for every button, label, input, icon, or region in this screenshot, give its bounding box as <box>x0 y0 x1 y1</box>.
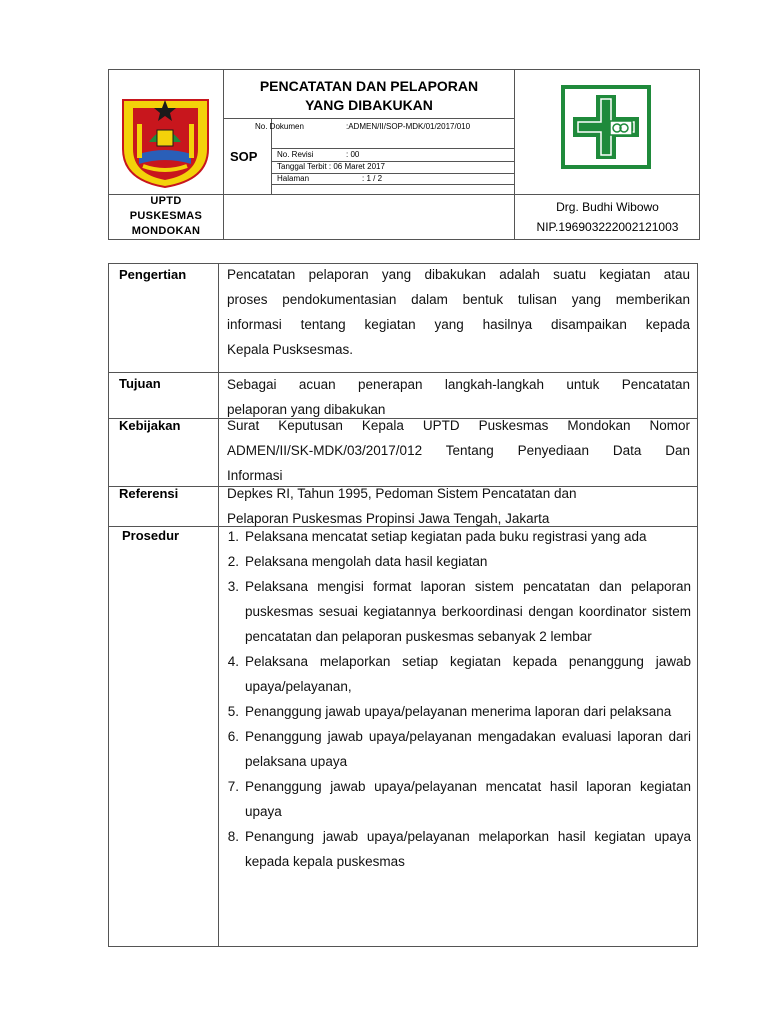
step-number: 5. <box>227 704 239 719</box>
regional-emblem-icon <box>119 94 212 190</box>
page-label: Halaman <box>277 174 310 183</box>
signer-name: Drg. Budhi Wibowo <box>556 200 659 214</box>
sop-title-line2: YANG DIBAKUKAN <box>305 97 433 113</box>
doc-no-label: No. Dokumen <box>255 122 304 131</box>
pengertian-label: Pengertian <box>119 267 187 282</box>
procedure-steps <box>227 524 691 874</box>
step-text: Penanggung jawab upaya/pelayanan mencatat hasil laporan kegiatan upaya <box>245 779 691 819</box>
text-line: Pencatatan pelaporan yang dibakukan adalah suatu kegiatan atau <box>227 267 690 282</box>
step-number: 3. <box>227 579 239 594</box>
text-line: Kepala Pusksesmas. <box>227 342 354 357</box>
revision-label: No. Revisi <box>277 150 314 159</box>
page-value: : 1 / 2 <box>362 174 383 183</box>
step-text: Pelaksana mengolah data hasil kegiatan <box>245 554 488 569</box>
referensi-label: Referensi <box>119 486 179 501</box>
doc-no-value: :ADMEN/II/SOP-MDK/01/2017/010 <box>346 122 471 131</box>
text-line: proses pendokumentasian dalam bentuk tulisan yang memberikan <box>227 292 690 307</box>
meta-divider <box>271 148 514 149</box>
tujuan-label: Tujuan <box>119 376 161 391</box>
sop-label: SOP <box>230 149 258 164</box>
step-number: 7. <box>227 779 239 794</box>
revision-value: : 00 <box>346 150 360 159</box>
procedure-step <box>227 774 691 824</box>
step-text: Pelaksana mencatat setiap kegiatan pada buku registrasi yang ada <box>245 529 647 544</box>
pengertian-content <box>227 262 690 362</box>
procedure-step <box>227 699 691 724</box>
signer-nip: NIP.196903222002121003 <box>536 220 679 234</box>
text-line: Depkes RI, Tahun 1995, Pedoman Sistem Pencatatan dan <box>227 486 577 501</box>
step-number: 6. <box>227 729 239 744</box>
step-number: 2. <box>227 554 239 569</box>
text-line: Sebagai acuan penerapan langkah-langkah untuk Pencatatan <box>227 377 690 392</box>
kebijakan-content <box>227 413 690 488</box>
publish-date: Tanggal Terbit : 06 Maret 2017 <box>277 162 385 171</box>
procedure-step <box>227 649 691 699</box>
text-line: informasi tentang kegiatan yang hasilnya disampaikan kepada <box>227 317 690 332</box>
meta-divider <box>271 184 514 185</box>
text-line: Informasi <box>227 468 283 483</box>
step-text: Pelaksana mengisi format laporan sistem pencatatan dan pelaporan puskesmas sesuai kegiatannya berkoordinasi dengan koordinator sistem pencatatan dan pelaporan puskesmas sebanyak 2 lembar <box>245 579 691 644</box>
kebijakan-label: Kebijakan <box>119 418 181 433</box>
step-number: 4. <box>227 654 239 669</box>
step-text: Penanggung jawab upaya/pelayanan menerima laporan dari pelaksana <box>245 704 672 719</box>
procedure-step <box>227 724 691 774</box>
text-line: ADMEN/II/SK-MDK/03/2017/012 Tentang Penyediaan Data Dan <box>227 443 690 458</box>
procedure-step <box>227 549 691 574</box>
sop-title-line1: PENCATATAN DAN PELAPORAN <box>259 78 479 94</box>
org-line2: PUSKESMAS <box>129 210 203 222</box>
text-line: pelaporan yang dibakukan <box>227 402 386 417</box>
org-line3: MONDOKAN <box>131 225 201 237</box>
sop-body-table <box>108 263 698 947</box>
procedure-step <box>227 824 691 874</box>
step-text: Penanggung jawab upaya/pelayanan mengadakan evaluasi laporan dari pelaksana upaya <box>245 729 691 769</box>
text-line: Surat Keputusan Kepala UPTD Puskesmas Mondokan Nomor <box>227 418 690 433</box>
org-line1: UPTD <box>150 195 182 207</box>
sop-header-table <box>108 69 700 240</box>
procedure-step <box>227 524 691 549</box>
text-line: Pelaporan Puskesmas Propinsi Jawa Tengah, Jakarta <box>227 511 550 526</box>
step-number: 1. <box>227 529 239 544</box>
prosedur-label: Prosedur <box>122 528 180 543</box>
step-text: Penangung jawab upaya/pelayanan melaporkan hasil kegiatan upaya kepada kepala puskesmas <box>245 829 691 869</box>
procedure-step <box>227 574 691 649</box>
step-text: Pelaksana melaporkan setiap kegiatan kepada penanggung jawab upaya/pelayanan, <box>245 654 691 694</box>
meta-divider <box>223 118 514 119</box>
step-number: 8. <box>227 829 239 844</box>
puskesmas-cross-icon <box>561 85 651 169</box>
